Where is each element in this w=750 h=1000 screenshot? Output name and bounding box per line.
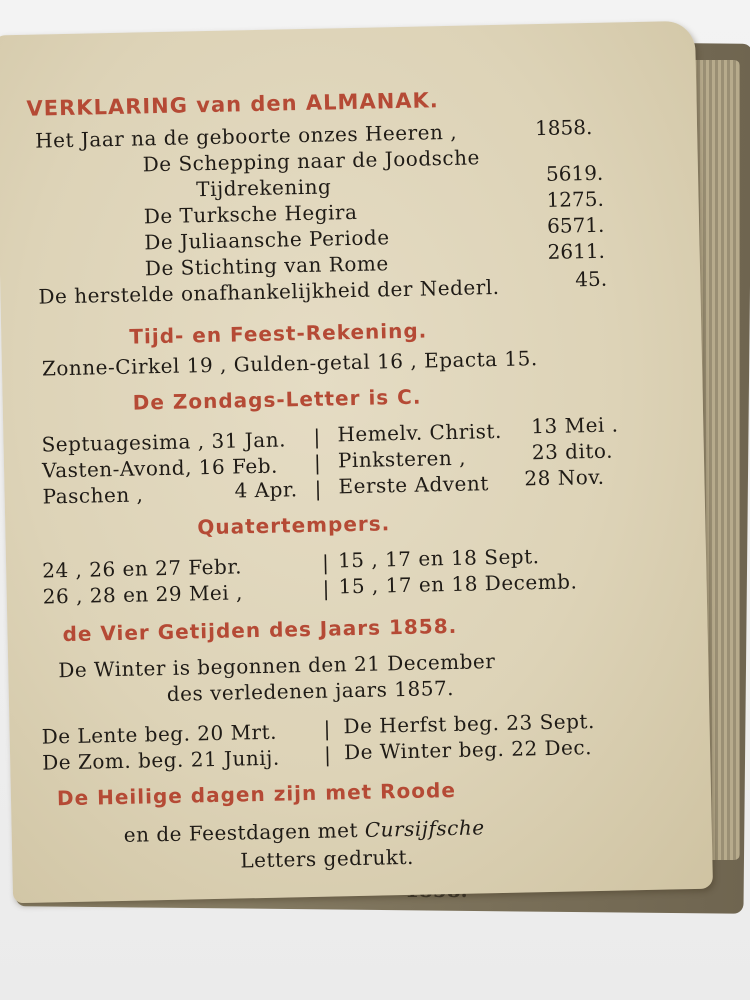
column-divider: |	[323, 716, 331, 741]
almanac-page	[0, 21, 713, 903]
feast-right-name: Pinksteren ,	[337, 445, 467, 473]
feast-right-date: 13 Mei .	[531, 412, 619, 439]
epoch-label: De Stichting van Rome	[144, 251, 389, 281]
column-divider: |	[313, 424, 321, 449]
year-value: 1858.	[534, 114, 593, 141]
season-right: De Herfst beg. 23 Sept.	[343, 709, 596, 739]
epoch-label: De Schepping naar de Joodsche	[142, 145, 481, 177]
feast-right-date: 28 Nov.	[524, 464, 605, 491]
feast-right-name: Hemelv. Christ.	[337, 418, 503, 447]
quatertemper-left: 24 , 26 en 27 Febr.	[41, 554, 243, 583]
epoch-label: De Turksche Hegira	[143, 199, 358, 229]
section-title-zondag: De Zondags-Letter is C.	[132, 384, 422, 415]
feast-right-name: Eerste Advent	[338, 471, 490, 499]
epoch-value: 6571.	[546, 212, 605, 238]
epoch-label: De Juliaansche Periode	[144, 225, 390, 255]
feast-right-date: 23 dito.	[531, 438, 614, 465]
independence-label: De herstelde onafhankelijkheid der Nederl.	[38, 274, 500, 309]
quatertemper-left: 26 , 28 en 29 Mei ,	[42, 580, 244, 609]
page-heading: VERKLARING van den ALMANAK.	[26, 88, 440, 121]
epoch-label: Tijdrekening	[196, 174, 332, 202]
feast-left: Septuagesima , 31 Jan.	[41, 427, 287, 457]
note-text: en de Feestdagen met	[123, 817, 359, 847]
winter-line: des verledenen jaars 1857.	[166, 675, 455, 706]
year-label: Het Jaar na de geboorte onzes Heeren ,	[34, 119, 458, 153]
section-title-tijd: Tijd- en Feest-Rekening.	[129, 318, 428, 349]
independence-value: 45.	[574, 266, 608, 292]
column-divider: |	[321, 550, 330, 575]
winter-line: De Winter is begonnen den 21 December	[58, 649, 496, 683]
column-divider: |	[314, 476, 322, 501]
column-divider: |	[323, 742, 332, 767]
section-title-heilige: De Heilige dagen zijn met Roode	[56, 777, 457, 811]
feast-left-date: 4 Apr.	[234, 477, 298, 503]
column-divider: |	[313, 450, 322, 475]
note-line	[124, 815, 485, 847]
section-title-quatertempers: Quatertempers.	[197, 511, 391, 540]
note-italic-word: Cursijfsche	[364, 815, 485, 842]
section-title-getijden: de Vier Getijden des Jaars 1858.	[62, 613, 458, 647]
cycles-line: Zonne-Cirkel 19 , Gulden-getal 16 , Epacta 15.	[41, 346, 538, 381]
feast-left: Vasten-Avond, 16 Feb.	[41, 453, 279, 483]
season-right: De Winter beg. 22 Dec.	[343, 735, 593, 765]
feast-left: Paschen ,	[42, 482, 144, 509]
season-left: De Lente beg. 20 Mrt.	[41, 719, 278, 749]
quatertemper-right: 15 , 17 en 18 Decemb.	[338, 569, 578, 599]
epoch-value: 5619.	[545, 160, 604, 186]
column-divider: |	[322, 576, 330, 601]
epoch-value: 1275.	[546, 186, 605, 212]
epoch-value: 2611.	[547, 238, 606, 264]
season-left: De Zom. beg. 21 Junij.	[41, 745, 280, 775]
note-line: Letters gedrukt.	[240, 844, 415, 873]
quatertemper-right: 15 , 17 en 18 Sept.	[337, 544, 540, 573]
